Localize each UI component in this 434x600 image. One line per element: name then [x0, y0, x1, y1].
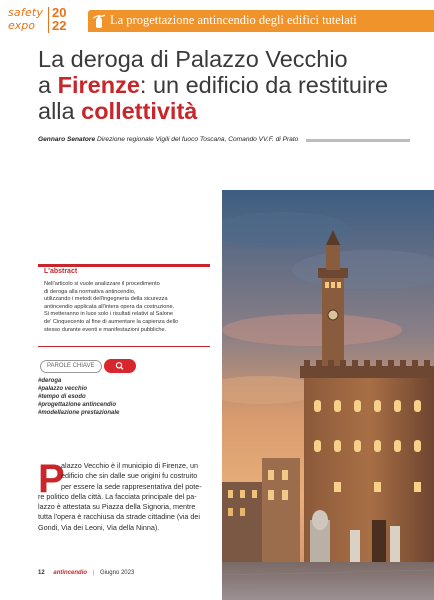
keyword-item: #deroga	[38, 378, 62, 384]
body-line: per essere la sede rappresentativa del pote-	[61, 481, 202, 491]
abstract-line: de' Cinquecento al fine di aumentare la capienza dello	[44, 318, 179, 325]
author-name: Gennaro Senatore	[38, 136, 96, 143]
palazzo-vecchio-photo	[222, 190, 434, 600]
logo-year-top: 20	[52, 5, 67, 20]
abstract-line: utilizzando i metodi dell'ingegneria della sicurezza	[44, 296, 168, 303]
search-icon	[104, 359, 136, 373]
keyword-item: #modellazione prestazionale	[38, 410, 120, 416]
keyword-list	[38, 377, 119, 417]
body-line: re politico della città. La facciata principale del pa-	[38, 491, 197, 501]
body-line: edificio che sin dalle sue origini fu costruito	[61, 471, 198, 481]
issue-date: Giugno 2023	[99, 570, 135, 576]
keyword-item: #tempo di esodo	[38, 394, 86, 400]
page-footer	[38, 570, 134, 576]
article-title	[38, 46, 428, 124]
author-line	[38, 136, 298, 143]
article-body	[38, 457, 216, 533]
title-line-1: La deroga di Palazzo Vecchio	[38, 46, 348, 72]
author-affiliation: Direzione regionale Vigili del fuoco Toscana, Comando VV.F. di Prato	[95, 136, 299, 143]
title-highlight-firenze: Firenze	[57, 72, 140, 98]
title-highlight-collettivita: collettività	[81, 98, 198, 124]
safety-expo-logo	[8, 6, 90, 34]
magazine-name: antincendio	[53, 570, 88, 576]
abstract-line: Si metteranno in luce solo i risultati relativi al Salone	[44, 311, 174, 318]
logo-word-safety: safety	[8, 6, 44, 19]
title-line-2: a Firenze: un edificio da restituire	[38, 72, 389, 98]
body-line: lazzo è attestata su Piazza della Signoria, mentre	[38, 502, 196, 512]
logo-divider	[48, 7, 49, 33]
abstract-line: Nell'articolo si vuole analizzare il procedimento	[44, 281, 160, 287]
author-divider-bar	[306, 139, 410, 142]
keywords-label: PAROLE CHIAVE	[40, 360, 102, 373]
body-line: tutta l'opera è racchiusa da strade cittadine (via dei	[38, 512, 200, 522]
logo-word-expo: expo	[8, 19, 35, 32]
body-line: alazzo Vecchio è il municipio di Firenze, un	[61, 461, 199, 470]
abstract-bottom-rule	[38, 346, 210, 347]
section-title: La progettazione antincendio degli edifici tutelati	[110, 13, 357, 27]
page-header	[0, 0, 434, 36]
abstract-text	[44, 281, 214, 334]
logo-year-bottom: 22	[52, 18, 67, 33]
page-number: 12	[38, 570, 45, 576]
abstract-line: stesso durante eventi e manifestazioni pubbliche.	[44, 326, 167, 333]
fire-extinguisher-icon	[92, 13, 106, 29]
footer-separator: |	[92, 570, 95, 576]
section-banner	[88, 10, 434, 32]
keyword-item: #palazzo vecchio	[38, 386, 88, 392]
abstract-line: antincendio applicata all'intera opera da costruzione.	[44, 303, 175, 310]
keywords-search-button[interactable]	[104, 359, 136, 373]
title-line-3: alla collettività	[38, 98, 198, 124]
abstract-line: di deroga alla normativa antincendio,	[44, 288, 136, 295]
drop-cap: P	[38, 457, 65, 501]
keyword-item: #progettazione antincendio	[38, 402, 117, 408]
abstract-heading: L'abstract	[38, 264, 210, 275]
body-line: Gondi, Via dei Leoni, Via della Ninna).	[38, 522, 160, 532]
